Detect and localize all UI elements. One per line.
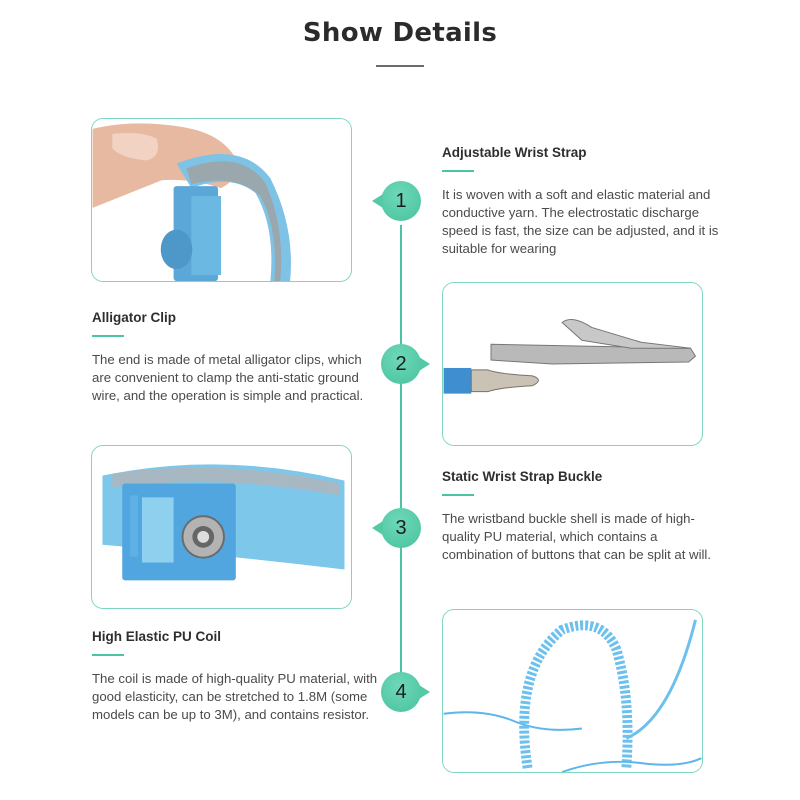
pointer-left-icon xyxy=(372,194,383,208)
feature-description: The end is made of metal alligator clips, which are convenient to clamp the anti-static ground wire, and the operation is simple and practical. xyxy=(92,352,364,403)
wrist-strap-hand-image xyxy=(92,119,351,281)
coiled-cord-image xyxy=(443,610,702,772)
title-underline xyxy=(376,65,424,67)
step-badge-2: 2 xyxy=(381,344,421,384)
image-pu-coil xyxy=(442,609,703,773)
feature-title: Alligator Clip xyxy=(92,310,176,325)
feature-title: Static Wrist Strap Buckle xyxy=(442,469,603,484)
feature-2-text xyxy=(92,310,382,405)
step-badge-3: 3 xyxy=(381,508,421,548)
feature-title: High Elastic PU Coil xyxy=(92,629,222,644)
feature-description: The wristband buckle shell is made of high-quality PU material, which contains a combination of buttons that can be split at will. xyxy=(442,511,712,562)
timeline-line xyxy=(400,225,402,695)
feature-title: Adjustable Wrist Strap xyxy=(442,145,587,160)
image-adjustable-wrist-strap xyxy=(91,118,352,282)
feature-4-text xyxy=(92,629,382,724)
feature-description: It is woven with a soft and elastic material and conductive yarn. The electrostatic discharge speed is fast, the size can be adjusted, and it is suitable for wearing xyxy=(442,187,719,256)
feature-description: The coil is made of high-quality PU material, with good elasticity, can be stretched to 1.8M (some models can be up to 3M), and contains resistor. xyxy=(92,671,378,722)
feature-1-text xyxy=(442,145,732,258)
accent-rule xyxy=(92,654,124,656)
step-badge-1: 1 xyxy=(381,181,421,221)
accent-rule xyxy=(442,170,474,172)
image-alligator-clip xyxy=(442,282,703,446)
image-wrist-strap-buckle xyxy=(91,445,352,609)
page-title: Show Details xyxy=(302,18,498,48)
alligator-clip-image xyxy=(443,283,702,445)
accent-rule xyxy=(92,335,124,337)
accent-rule xyxy=(442,494,474,496)
step-badge-4: 4 xyxy=(381,672,421,712)
wristband-buckle-image xyxy=(92,446,351,608)
pointer-right-icon xyxy=(419,685,430,699)
pointer-right-icon xyxy=(419,357,430,371)
pointer-left-icon xyxy=(372,521,383,535)
feature-3-text xyxy=(442,469,732,564)
